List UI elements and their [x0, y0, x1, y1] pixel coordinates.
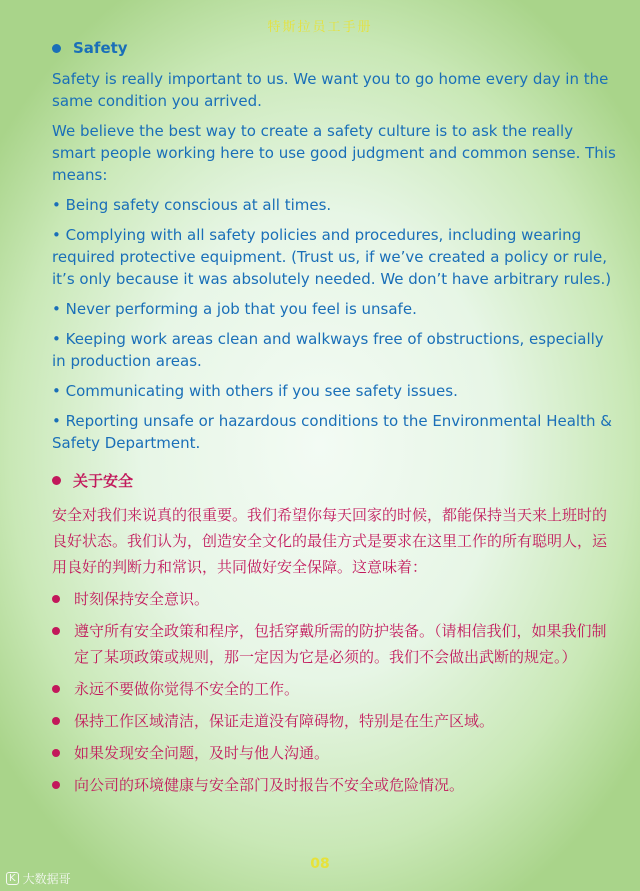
english-bullet: • Reporting unsafe or hazardous conditions to the Environmental Health & Safety Department. [52, 412, 612, 452]
list-item-text: 永远不要做你觉得不安全的工作。 [74, 680, 300, 698]
page-number: 08 [310, 856, 330, 872]
watermark [6, 870, 71, 887]
list-item [52, 708, 618, 734]
english-paragraph: Safety is really important to us. We want you to go home every day in the same condition you arrived. [52, 70, 609, 110]
list-item [52, 618, 618, 670]
list-item-text: 如果发现安全问题，及时与他人沟通。 [74, 744, 330, 762]
chinese-bullet-list [52, 586, 618, 798]
chinese-intro-paragraph: 安全对我们来说真的很重要。我们希望你每天回家的时候，都能保持当天来上班时的良好状态。我们认为，创造安全文化的最佳方式是要求在这里工作的所有聪明人，运用良好的判断力和常识，共同做好安全保障。这意味着： [52, 506, 608, 576]
page-content [52, 36, 618, 798]
english-bullet: • Communicating with others if you see safety issues. [52, 382, 458, 400]
bullet-icon [52, 749, 60, 757]
english-bullet: • Never performing a job that you feel is unsafe. [52, 300, 417, 318]
chinese-section-heading [52, 468, 618, 492]
list-item [52, 586, 618, 612]
bullet-icon [52, 627, 60, 635]
list-item-text: 向公司的环境健康与安全部门及时报告不安全或危险情况。 [74, 776, 465, 794]
watermark-text: 大数据哥 [22, 872, 71, 886]
english-bullet: • Complying with all safety policies and procedures, including wearing required protective equipment. (Trust us, if we’ve created a policy or rule, it’s only because it was absolutely needed. We don’t have arbitrary rules.) [52, 226, 612, 288]
watermark-logo-icon: K [6, 872, 19, 885]
english-section-title: Safety [73, 39, 128, 57]
heading-bullet-icon [52, 44, 61, 53]
english-section-heading [52, 36, 618, 60]
english-bullet: • Keeping work areas clean and walkways free of obstructions, especially in production areas. [52, 330, 604, 370]
page-header-title: 特斯拉员工手册 [267, 20, 373, 35]
list-item [52, 740, 618, 766]
list-item-text: 时刻保持安全意识。 [74, 590, 210, 608]
list-item [52, 676, 618, 702]
english-bullet: • Being safety conscious at all times. [52, 196, 332, 214]
bullet-icon [52, 685, 60, 693]
list-item-text: 保持工作区域清洁，保证走道没有障碍物，特别是在生产区域。 [74, 712, 495, 730]
list-item-text: 遵守所有安全政策和程序，包括穿戴所需的防护装备。（请相信我们，如果我们制定了某项政策或规则，那一定因为它是必须的。我们不会做出武断的规定。） [74, 622, 607, 666]
heading-bullet-icon [52, 476, 61, 485]
english-paragraph: We believe the best way to create a safety culture is to ask the really smart people working here to use good judgment and common sense. This means: [52, 122, 616, 184]
list-item [52, 772, 618, 798]
chinese-section-title: 关于安全 [73, 471, 134, 490]
bullet-icon [52, 717, 60, 725]
bullet-icon [52, 781, 60, 789]
bullet-icon [52, 595, 60, 603]
